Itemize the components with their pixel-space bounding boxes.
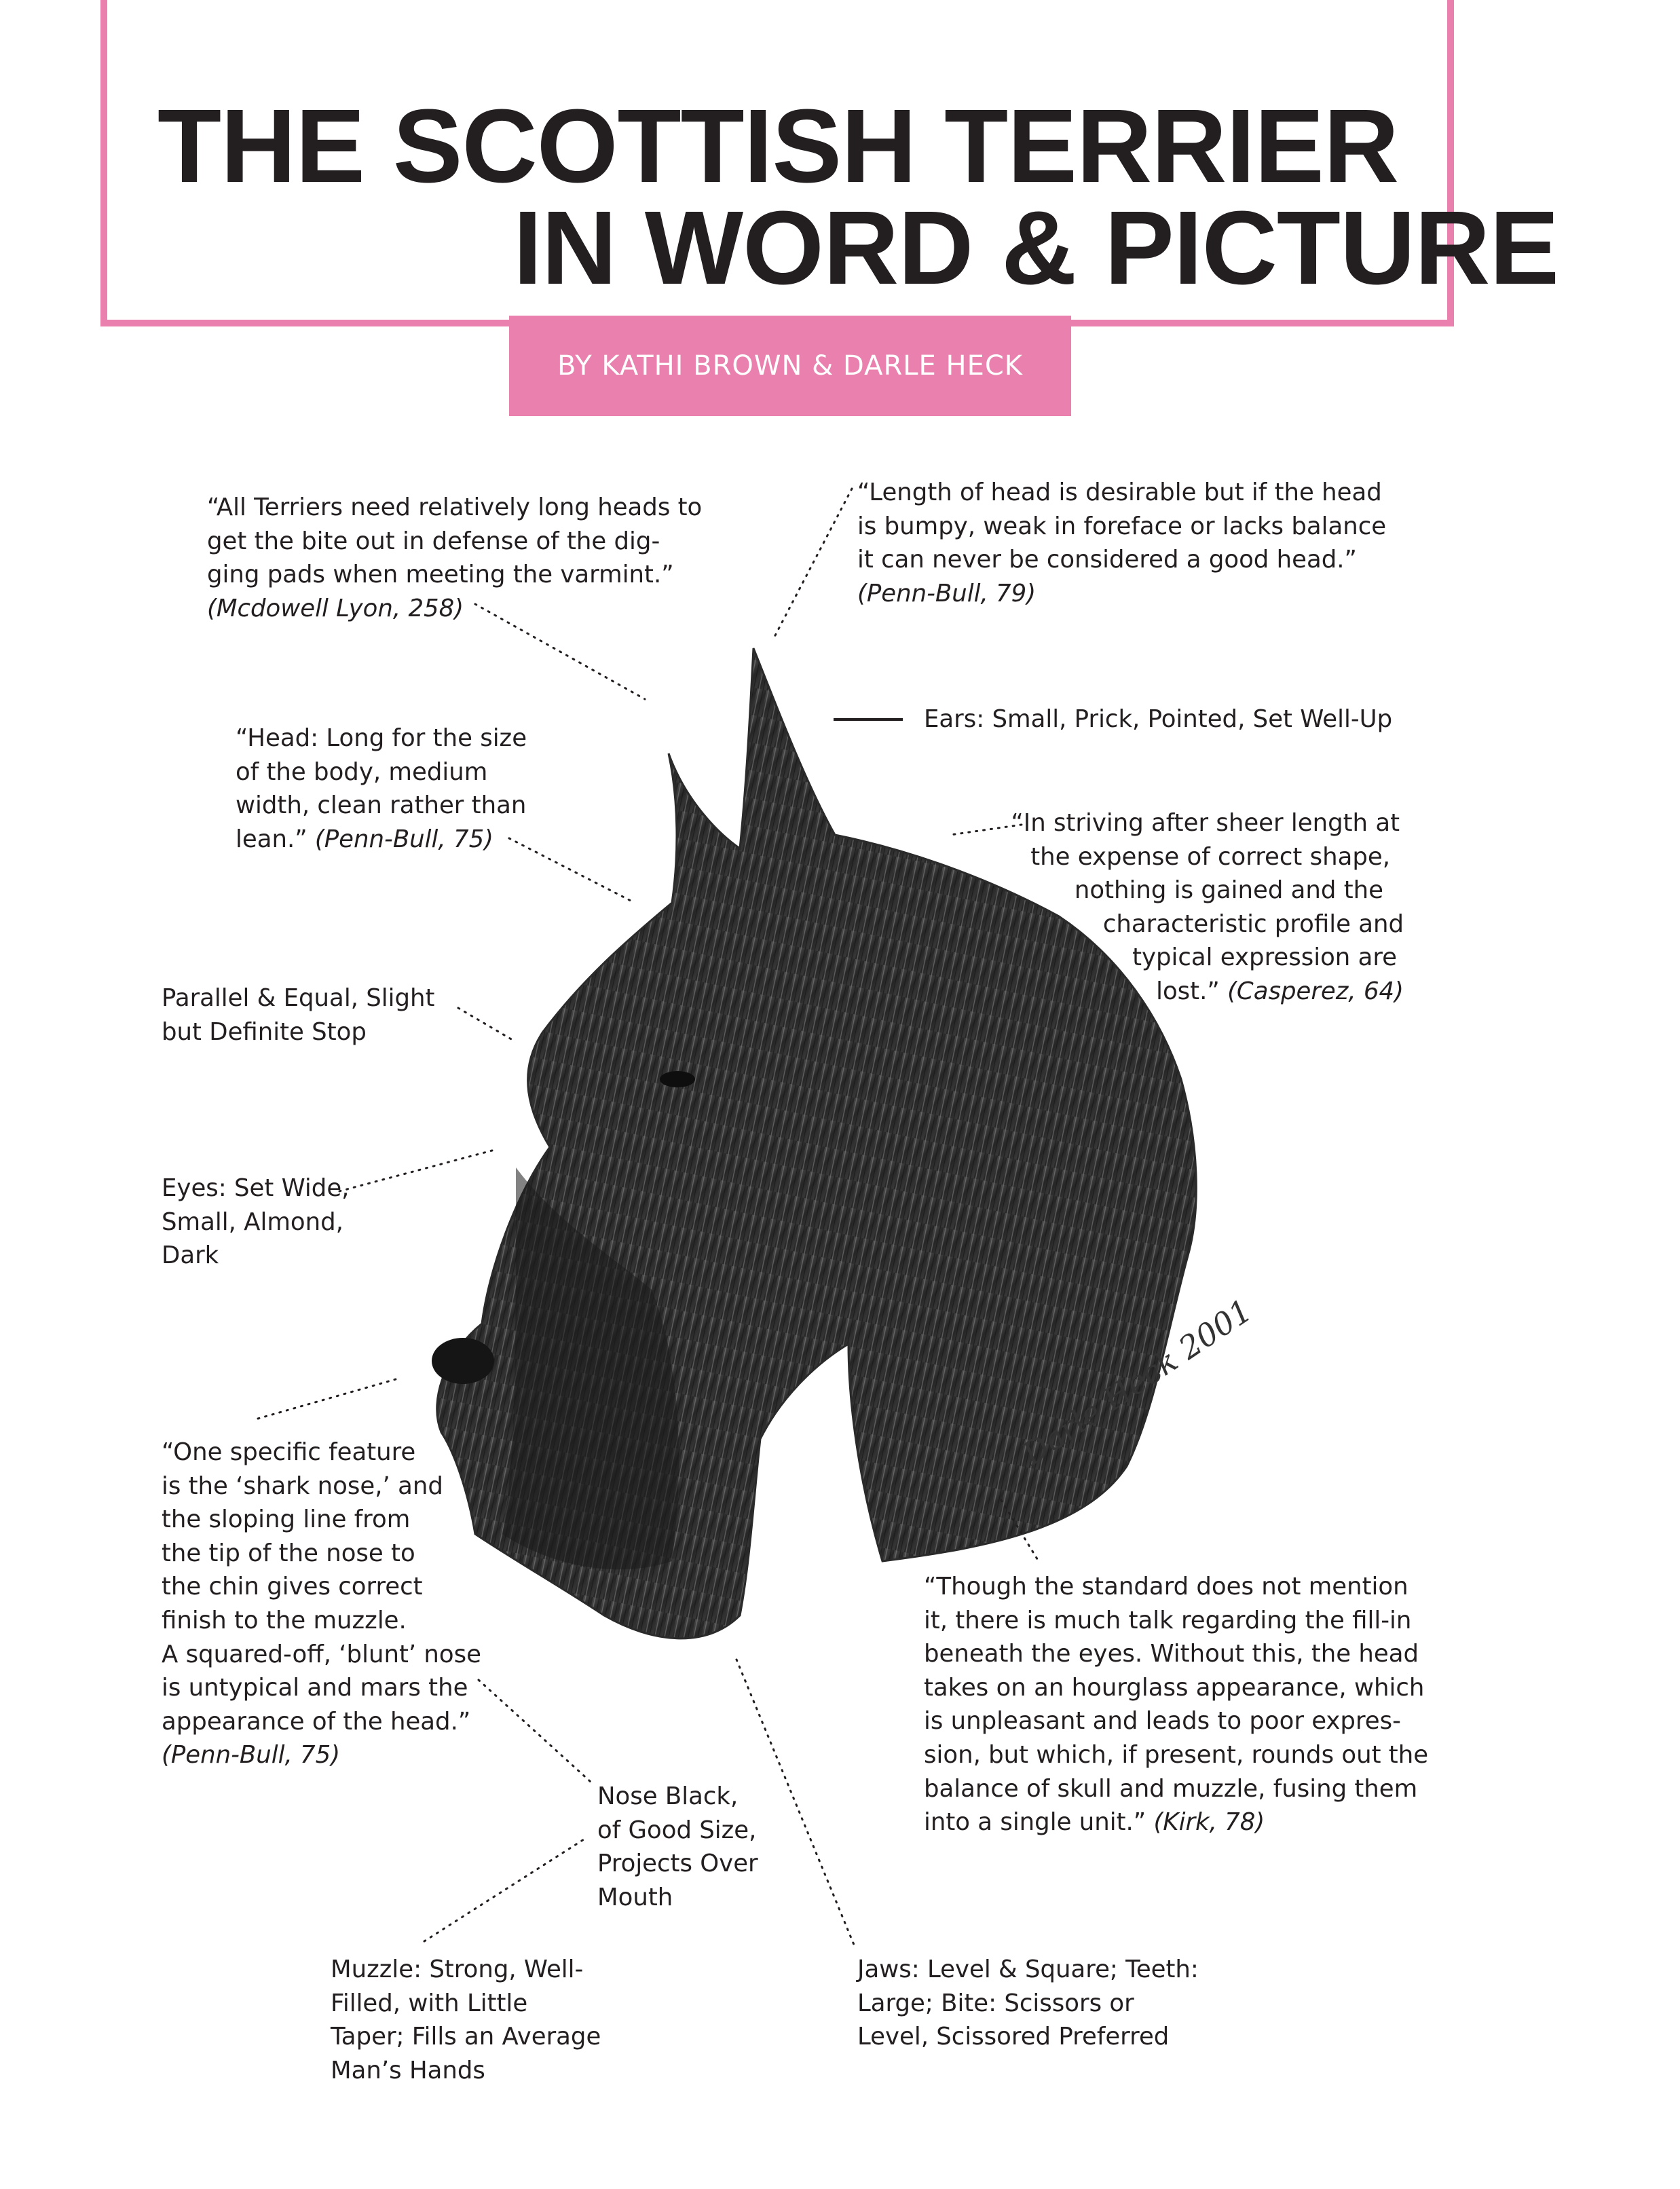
quote-line: the expense of correct shape, <box>1030 842 1390 871</box>
quote-line: width, clean rather than <box>236 791 527 820</box>
quote-line: takes on an hourglass appearance, which <box>924 1673 1425 1702</box>
leader-muzzle <box>424 1839 584 1941</box>
quote-source: (Casperez, 64) <box>1227 977 1404 1005</box>
quote-line: get the bite out in defense of the dig- <box>207 527 660 555</box>
quote-line: typical expression are <box>1132 943 1397 972</box>
quote-line: nothing is gained and the <box>1074 876 1383 905</box>
callout-line: Mouth <box>597 1883 673 1911</box>
signature-text: Darle Heck 2001 <box>1015 1292 1259 1473</box>
callout-shark-nose-quote <box>162 1436 481 1772</box>
scottie-head-drawing <box>432 648 1196 1639</box>
quote-line: “One specific feature <box>162 1438 416 1466</box>
quote-source: (Penn-Bull, 75) <box>162 1741 341 1770</box>
quote-source: (Mcdowell Lyon, 258) <box>207 594 464 622</box>
callout-kirk-quote <box>924 1570 1428 1839</box>
quote-line: beneath the eyes. Without this, the head <box>924 1640 1419 1668</box>
callout-line: Jaws: Level & Square; Teeth: <box>857 1956 1199 1983</box>
quote-source: (Penn-Bull, 79) <box>857 579 1037 607</box>
eye-drawing <box>660 1071 695 1087</box>
callout-casperez-quote <box>1011 806 1404 1009</box>
callout-jaws <box>857 1953 1199 2054</box>
callout-line: Large; Bite: Scissors or <box>857 1989 1134 2017</box>
callout-line: Dark <box>162 1241 219 1270</box>
quote-line: ging pads when meeting the varmint.” <box>207 561 674 589</box>
quote-line: balance of skull and muzzle, fusing them <box>924 1774 1418 1803</box>
byline-text: BY KATHI BROWN & DARLE HECK <box>557 350 1024 381</box>
leader-nose <box>479 1680 591 1782</box>
callout-line: of Good Size, <box>597 1816 757 1844</box>
leader-shark-nose <box>258 1378 400 1419</box>
callout-eyes <box>162 1172 349 1273</box>
leader-stop <box>458 1008 516 1042</box>
quote-line: sion, but which, if present, rounds out the <box>924 1740 1429 1769</box>
leader-length <box>774 489 852 638</box>
quote-line: is unpleasant and leads to poor expres- <box>924 1707 1401 1736</box>
quote-line: appearance of the head.” <box>162 1707 471 1736</box>
quote-line: is untypical and mars the <box>162 1674 468 1702</box>
quote-line: the sloping line from <box>162 1505 411 1534</box>
quote-line: “All Terriers need relatively long heads to <box>207 493 703 521</box>
callout-line: Parallel & Equal, Slight <box>162 984 435 1012</box>
callout-line: Small, Almond, <box>162 1208 343 1236</box>
callout-line: Nose Black, <box>597 1782 739 1810</box>
callout-line: Filled, with Little <box>331 1989 528 2017</box>
quote-line: characteristic profile and <box>1102 910 1404 938</box>
leader-head <box>509 838 635 903</box>
callout-line: but Definite Stop <box>162 1017 367 1046</box>
nose-drawing <box>432 1338 494 1384</box>
quote-line: “Though the standard does not mention <box>924 1573 1408 1601</box>
quote-line: of the body, medium <box>236 757 488 786</box>
quote-line: into a single unit.” <box>924 1808 1154 1837</box>
title-line-2: IN WORD & PICTURE <box>513 189 1559 306</box>
leader-eyes <box>339 1150 492 1191</box>
quote-line: is bumpy, weak in foreface or lacks balance <box>857 512 1387 540</box>
quote-line: A squared-off, ‘blunt’ nose <box>162 1640 481 1668</box>
callout-line: Muzzle: Strong, Well- <box>331 1956 584 1983</box>
callout-lyon-quote <box>207 491 702 625</box>
quote-line: “Head: Long for the size <box>236 724 527 752</box>
callout-nose <box>597 1780 758 1914</box>
quote-line: it, there is much talk regarding the fill-in <box>924 1606 1412 1634</box>
callout-line: Man’s Hands <box>331 2056 485 2084</box>
callout-ears <box>924 703 1392 736</box>
quote-line: is the ‘shark nose,’ and <box>162 1472 443 1500</box>
callout-line: Taper; Fills an Average <box>331 2023 601 2051</box>
quote-line: lean.” <box>236 825 315 853</box>
quote-line: “In striving after sheer length at <box>1011 809 1400 837</box>
callout-muzzle <box>331 1953 601 2087</box>
quote-line: lost.” <box>1156 977 1228 1005</box>
callout-line: Projects Over <box>597 1850 758 1878</box>
quote-line: the tip of the nose to <box>162 1539 415 1567</box>
quote-line: “Length of head is desirable but if the head <box>857 479 1382 506</box>
callout-stop <box>162 981 434 1049</box>
quote-source: (Kirk, 78) <box>1153 1808 1265 1837</box>
quote-line: the chin gives correct <box>162 1573 423 1601</box>
callout-head-quote <box>236 722 527 856</box>
callout-line: Eyes: Set Wide, <box>162 1174 350 1202</box>
title-line-1: THE SCOTTISH TERRIER <box>157 88 1399 204</box>
quote-line: finish to the muzzle. <box>162 1606 407 1634</box>
callout-length-quote <box>857 476 1386 610</box>
quote-source: (Penn-Bull, 75) <box>314 825 493 853</box>
callout-line: Level, Scissored Preferred <box>857 2023 1170 2051</box>
quote-line: it can never be considered a good head.” <box>857 546 1357 574</box>
callout-line: Ears: Small, Prick, Pointed, Set Well-Up <box>924 705 1393 733</box>
